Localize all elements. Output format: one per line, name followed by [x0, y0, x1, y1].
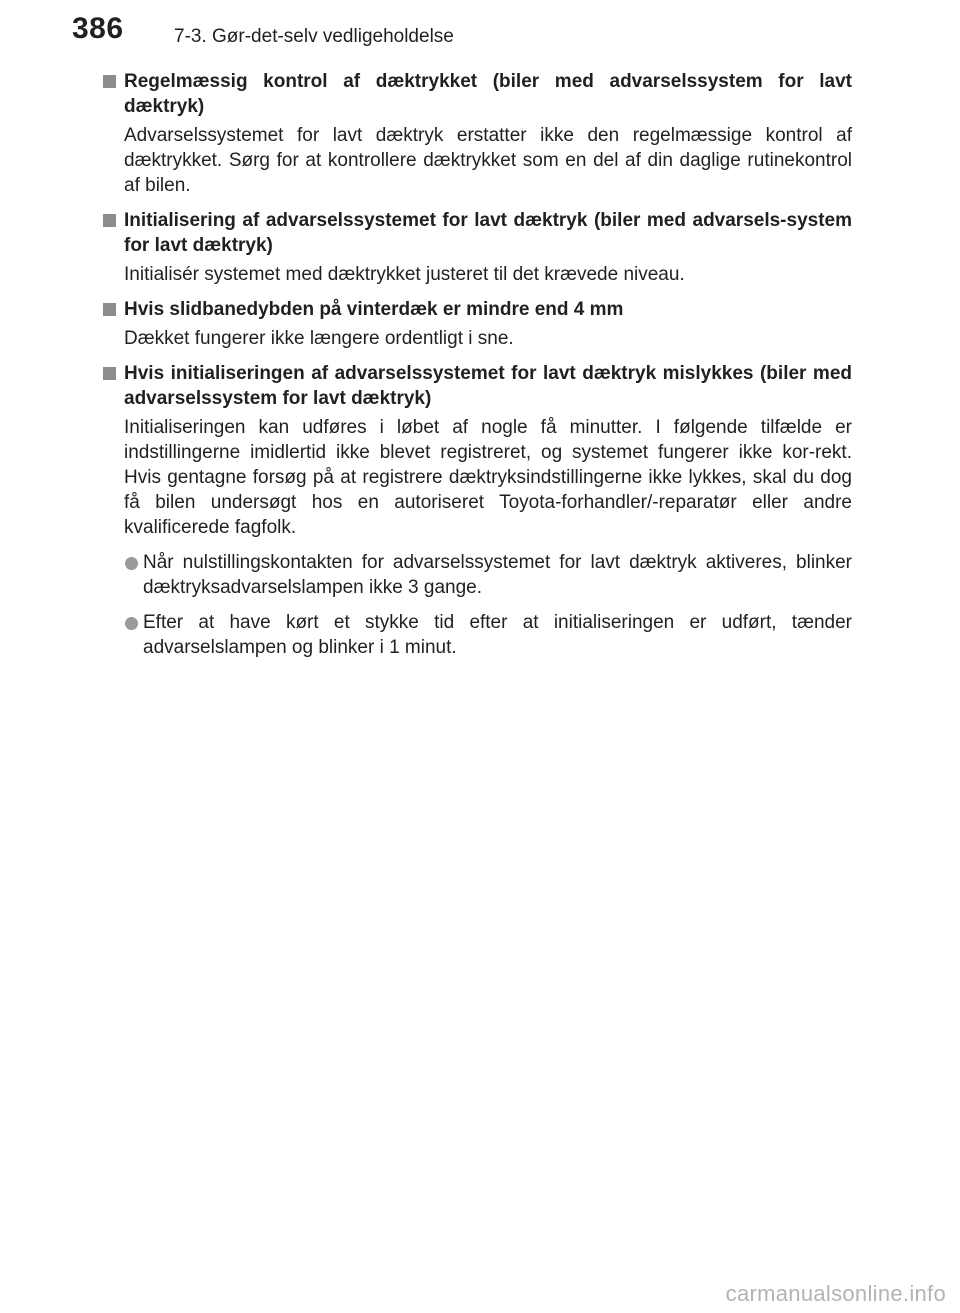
page-content [103, 69, 852, 670]
square-bullet-icon [103, 214, 116, 227]
section-heading [103, 69, 852, 119]
list-item-text: Efter at have kørt et stykke tid efter at initialiseringen er udført, tænder advarselslampen og blinker i 1 minut. [143, 612, 852, 658]
section-heading-text: Initialisering af advarselssystemet for lavt dæktryk (biler med advarsels-system for lavt dæktryk) [124, 210, 852, 256]
list-item-text: Når nulstillingskontakten for advarselssystemet for lavt dæktryk aktiveres, blinker dæktryksadvarselslampen ikke 3 gange. [143, 552, 852, 598]
square-bullet-icon [103, 75, 116, 88]
section-title: 7-3. Gør-det-selv vedligeholdelse [174, 26, 454, 47]
section-tire-pressure-check [103, 69, 852, 198]
section-heading-text: Hvis initialiseringen af advarselssystemet for lavt dæktryk mislykkes (biler med advarselssystem for lavt dæktryk) [124, 363, 852, 409]
section-body: Initialisér systemet med dæktrykket justeret til det krævede niveau. [124, 264, 685, 285]
list-item [103, 550, 852, 600]
circle-bullet-icon [125, 557, 138, 570]
section-body: Advarselssystemet for lavt dæktryk erstatter ikke den regelmæssige kontrol af dæktrykket. Sørg for at kontrollere dæktrykket som en del af din daglige rutinekontrol af bilen. [124, 125, 852, 196]
circle-bullet-icon [125, 617, 138, 630]
list-item [103, 610, 852, 660]
page-header [0, 0, 960, 60]
section-heading [103, 361, 852, 411]
section-heading [103, 297, 852, 322]
square-bullet-icon [103, 303, 116, 316]
section-heading-text: Hvis slidbanedybden på vinterdæk er mindre end 4 mm [124, 299, 624, 320]
page-number: 386 [72, 12, 124, 45]
watermark: carmanualsonline.info [725, 1281, 946, 1306]
section-initialisation-failure [103, 361, 852, 660]
section-body: Initialiseringen kan udføres i løbet af nogle få minutter. I følgende tilfælde er indstillingerne imidlertid ikke blevet registreret, og systemet fungerer ikke kor-rekt. Hvis gentagne forsøg på at registrere dæktryksindstillingerne ikke lykkes, skal du dog få bilen undersøgt hos en autoriseret Toyota-forhandler/-reparatør eller andre kvalificerede fagfolk. [124, 417, 852, 538]
square-bullet-icon [103, 367, 116, 380]
section-initialisation [103, 208, 852, 287]
section-body: Dækket fungerer ikke længere ordentligt i sne. [124, 328, 514, 349]
section-winter-tires [103, 297, 852, 351]
section-heading-text: Regelmæssig kontrol af dæktrykket (biler med advarselssystem for lavt dæktryk) [124, 71, 852, 117]
section-heading [103, 208, 852, 258]
